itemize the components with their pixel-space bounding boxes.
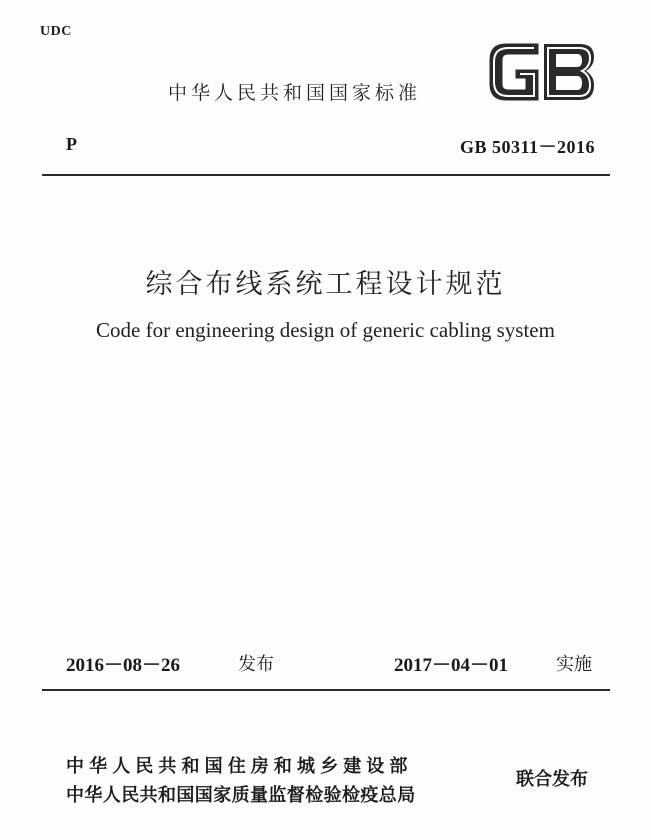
bottom-divider [42, 689, 610, 691]
effective-date: 2017－04－01 [394, 655, 509, 676]
issue-label: 发布 [238, 654, 274, 675]
joint-issue-label: 联合发布 [516, 769, 588, 790]
standard-number: GB 50311－2016 [459, 137, 595, 157]
gb-logo-graphic [486, 40, 598, 104]
standard-type-heading: 中华人民共和国国家标准 [168, 82, 422, 104]
category-code: P [66, 134, 77, 154]
gb-logo-icon [486, 40, 598, 104]
issue-date: 2016－08－26 [66, 655, 181, 676]
title-chinese: 综合布线系统工程设计规范 [145, 269, 506, 300]
top-divider [42, 174, 610, 176]
issuer-aqsiq: 中华人民共和国国家质量监督检验检疫总局 [66, 785, 416, 806]
effective-label: 实施 [556, 654, 592, 675]
udc-label: UDC [40, 24, 72, 39]
title-english: Code for engineering design of generic cabling system [96, 318, 555, 342]
issuer-ministry: 中华人民共和国住房和城乡建设部 [66, 756, 413, 777]
